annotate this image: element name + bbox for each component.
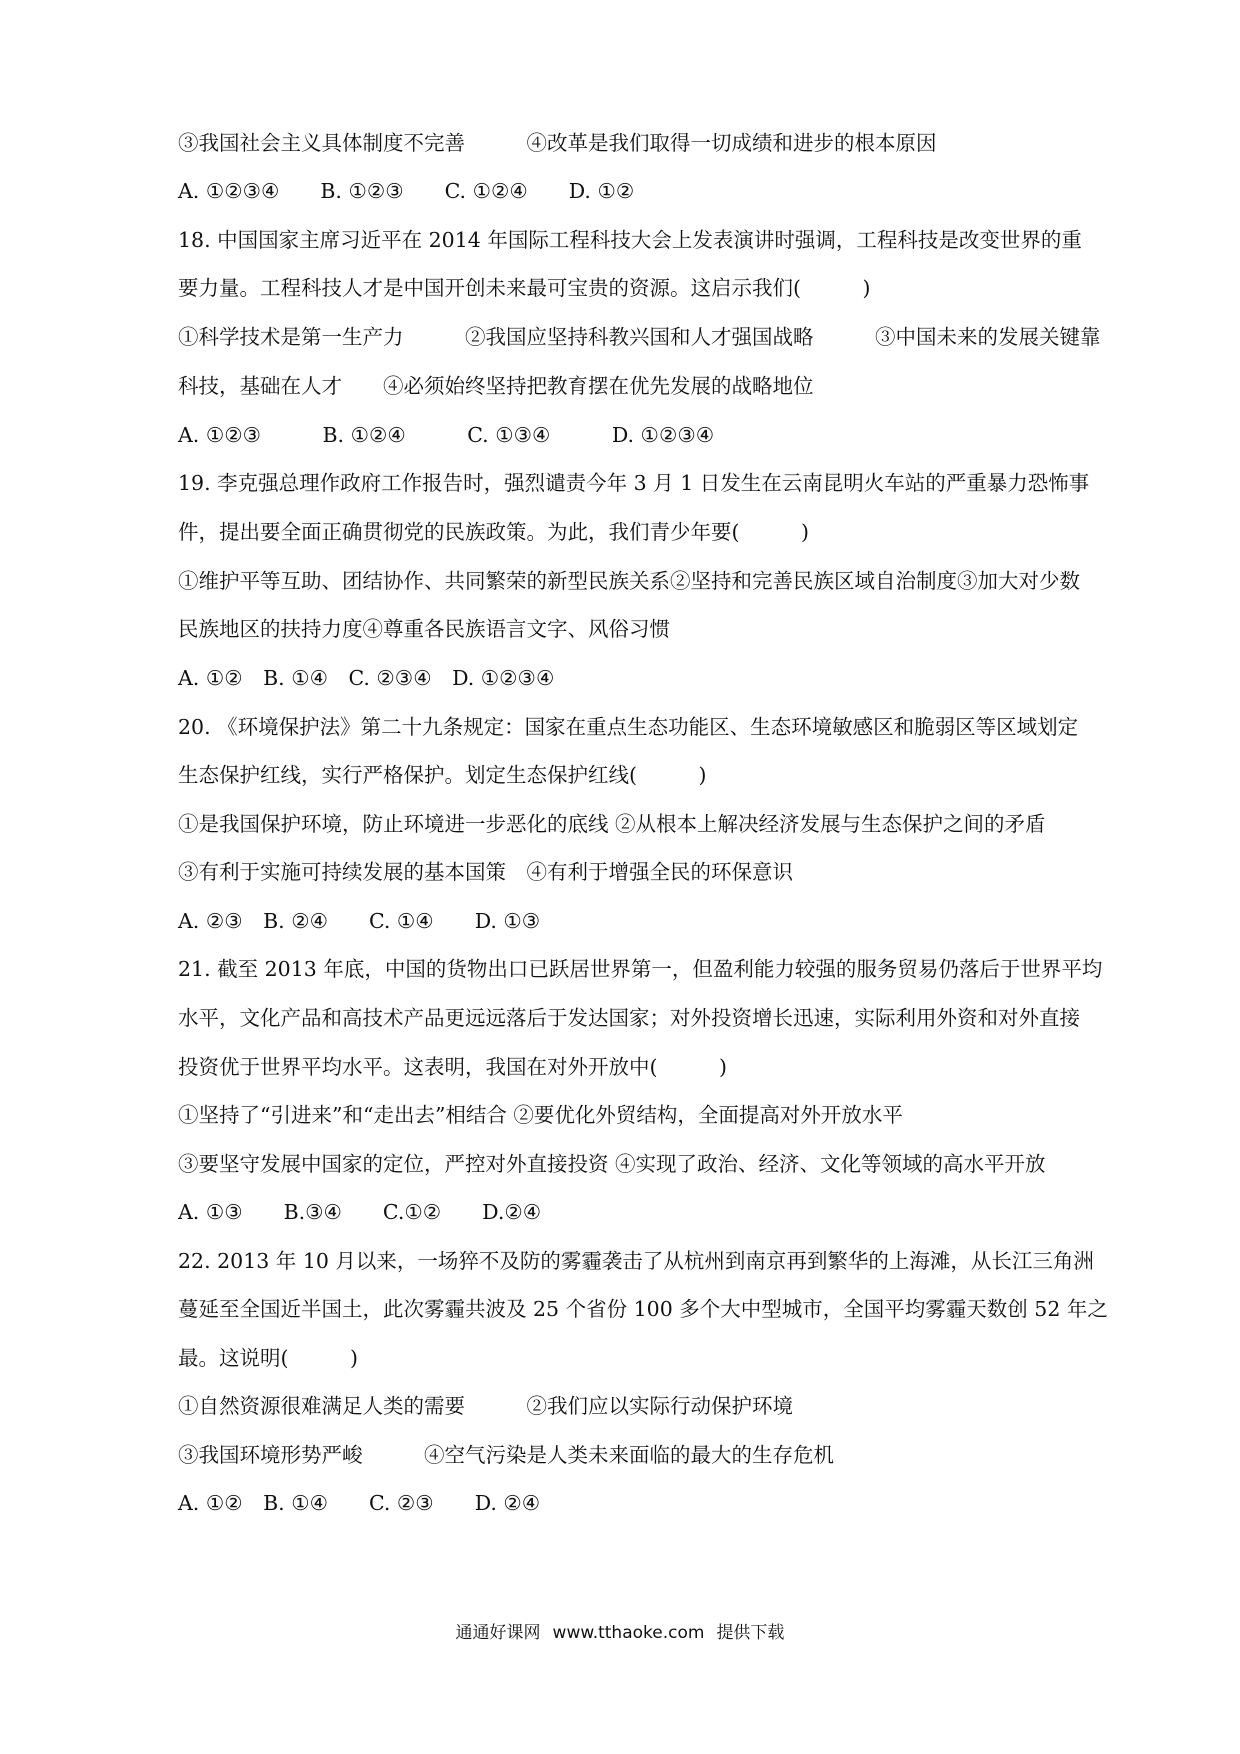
question-18-stem: 18. 中国国家主席习近平在 2014 年国际工程科技大会上发表演讲时强调，工程科技是改变世界的重 (178, 228, 1082, 252)
text-line: ①是我国保护环境，防止环境进一步恶化的底线 ②从根本上解决经济发展与生态保护之间的矛盾 (178, 812, 1046, 836)
answer-options-21: A. ①③ B.③④ C.①② D.②④ (178, 1200, 542, 1224)
footer-brand: 通通好课网 (455, 1623, 541, 1643)
question-19-stem: 19. 李克强总理作政府工作报告时，强烈谴责今年 3 月 1 日发生在云南昆明火车站的严重暴力恐怖事 (178, 471, 1090, 495)
text-line: 水平，文化产品和高技术产品更远远落后于发达国家；对外投资增长迅速，实际利用外资和对外直接 (178, 1006, 1080, 1030)
answer-options-22: A. ①② B. ①④ C. ②③ D. ②④ (178, 1491, 541, 1515)
text-line: 件，提出要全面正确贯彻党的民族政策。为此，我们青少年要( ) (178, 520, 809, 544)
answer-options-17: A. ①②③④ B. ①②③ C. ①②④ D. ①② (178, 179, 635, 203)
text-line: ③我国社会主义具体制度不完善 ④改革是我们取得一切成绩和进步的根本原因 (178, 131, 937, 155)
footer-tagline: 提供下载 (716, 1623, 785, 1643)
page-footer (0, 1618, 1240, 1643)
footer-site-link[interactable]: www.tthaoke.com (552, 1623, 705, 1643)
text-line: ③有利于实施可持续发展的基本国策 ④有利于增强全民的环保意识 (178, 860, 793, 884)
text-line: 科技，基础在人才 ④必须始终坚持把教育摆在优先发展的战略地位 (178, 374, 814, 398)
text-line: ③要坚守发展中国家的定位，严控对外直接投资 ④实现了政治、经济、文化等领域的高水平开放 (178, 1152, 1046, 1176)
text-line: 最。这说明( ) (178, 1346, 358, 1370)
answer-options-19: A. ①② B. ①④ C. ②③④ D. ①②③④ (178, 666, 555, 690)
text-line: 民族地区的扶持力度④尊重各民族语言文字、风俗习惯 (178, 617, 670, 641)
text-line: 投资优于世界平均水平。这表明，我国在对外开放中( ) (178, 1055, 727, 1079)
question-21-stem: 21. 截至 2013 年底，中国的货物出口已跃居世界第一，但盈利能力较强的服务贸易仍落后于世界平均 (178, 957, 1103, 981)
question-22-stem: 22. 2013 年 10 月以来，一场猝不及防的雾霾袭击了从杭州到南京再到繁华的上海滩，从长江三角洲 (178, 1249, 1094, 1273)
answer-options-20: A. ②③ B. ②④ C. ①④ D. ①③ (178, 909, 541, 933)
text-line: 要力量。工程科技人才是中国开创未来最可宝贵的资源。这启示我们( ) (178, 276, 871, 300)
text-line: ①维护平等互助、团结协作、共同繁荣的新型民族关系②坚持和完善民族区域自治制度③加大对少数 (178, 569, 1080, 593)
text-line: ①科学技术是第一生产力 ②我国应坚持科教兴国和人才强国战略 ③中国未来的发展关键靠 (178, 325, 1101, 349)
text-line: 蔓延至全国近半国土，此次雾霾共波及 25 个省份 100 多个大中型城市，全国平均雾霾天数创 52 年之 (178, 1297, 1108, 1321)
question-20-stem: 20. 《环境保护法》第二十九条规定：国家在重点生态功能区、生态环境敏感区和脆弱区等区域划定 (178, 715, 1079, 739)
text-line: ①坚持了“引进来”和“走出去”相结合 ②要优化外贸结构，全面提高对外开放水平 (178, 1103, 903, 1127)
text-line: ③我国环境形势严峻 ④空气污染是人类未来面临的最大的生存危机 (178, 1443, 834, 1467)
text-line: ①自然资源很难满足人类的需要 ②我们应以实际行动保护环境 (178, 1394, 793, 1418)
answer-options-18: A. ①②③ B. ①②④ C. ①③④ D. ①②③④ (178, 423, 715, 447)
text-line: 生态保护红线，实行严格保护。划定生态保护红线( ) (178, 763, 707, 787)
